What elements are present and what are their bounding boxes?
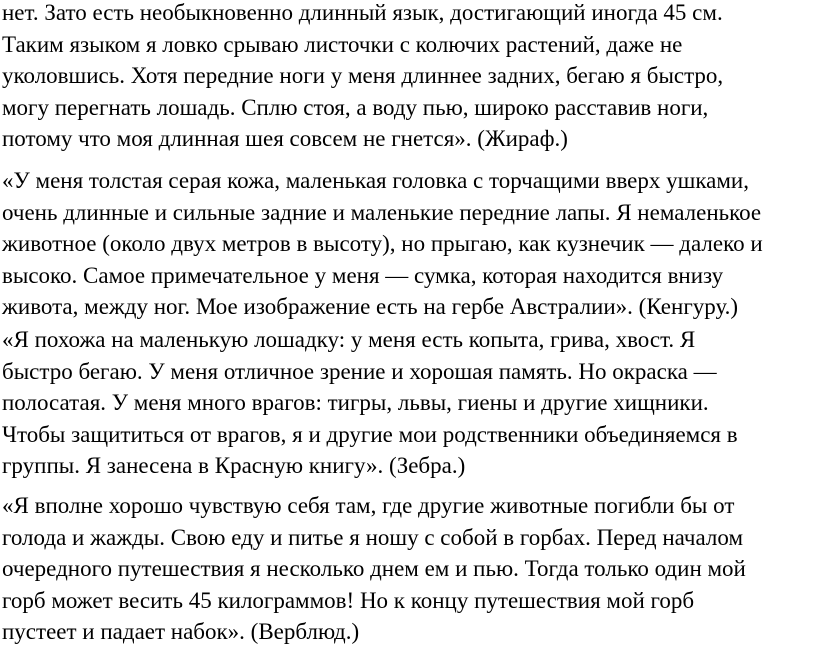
paragraph-kangaroo <box>2 165 763 323</box>
text-line: горб может весить 45 килограммов! Но к концу путешествия мой горб <box>2 587 695 613</box>
text-line: нет. Зато есть необыкновенно длинный язык, достигающий иногда 45 см. <box>2 0 723 25</box>
text-line: «У меня толстая серая кожа, маленькая головка с торчащими вверх ушками, <box>2 168 749 193</box>
text-line: быстро бегаю. У меня отличное зрение и хорошая память. Но окраска — <box>2 358 717 384</box>
text-line: животное (около двух метров в высоту), но прыгаю, как кузнечик — далеко и <box>2 231 763 256</box>
text-line: очередного путешествия я несколько днем ем и пью. Тогда только один мой <box>2 556 746 581</box>
text-line: очень длинные и сильные задние и маленькие передние лапы. Я немаленькое <box>2 199 762 225</box>
text-line: потому что моя длинная шея совсем не гнется». (Жираф.) <box>2 126 568 151</box>
text-line: «Я вполне хорошо чувствую себя там, где другие животные погибли бы от <box>2 493 735 518</box>
text-line: могу перегнать лошадь. Сплю стоя, а воду пью, широко расставив ноги, <box>2 94 709 120</box>
paragraph-zebra <box>2 324 738 482</box>
text-line: полосатая. У меня много врагов: тигры, львы, гиены и другие хищники. <box>2 390 709 415</box>
text-line: высоко. Самое примечательное у меня — сумка, которая находится внизу <box>2 262 724 288</box>
text-line: голода и жажды. Свою еду и питье я ношу с собой в горбах. Перед началом <box>2 524 743 550</box>
paragraph-giraffe <box>2 0 723 155</box>
text-line: пустеет и падает набок». (Верблюд.) <box>2 619 360 644</box>
paragraph-camel <box>2 490 746 648</box>
text-line: живота, между ног. Мое изображение есть на гербе Австралии». (Кенгуру.) <box>2 294 739 319</box>
text-line: Чтобы защититься от врагов, я и другие мои родственники объединяемся в <box>2 421 738 447</box>
text-line: Таким языком я ловко срываю листочки с колючих растений, даже не <box>2 31 683 57</box>
text-line: уколовшись. Хотя передние ноги у меня длиннее задних, бегаю я быстро, <box>2 63 724 88</box>
text-line: «Я похожа на маленькую лошадку: у меня есть копыта, грива, хвост. Я <box>2 327 696 352</box>
text-line: группы. Я занесена в Красную книгу». (Зебра.) <box>2 453 466 478</box>
